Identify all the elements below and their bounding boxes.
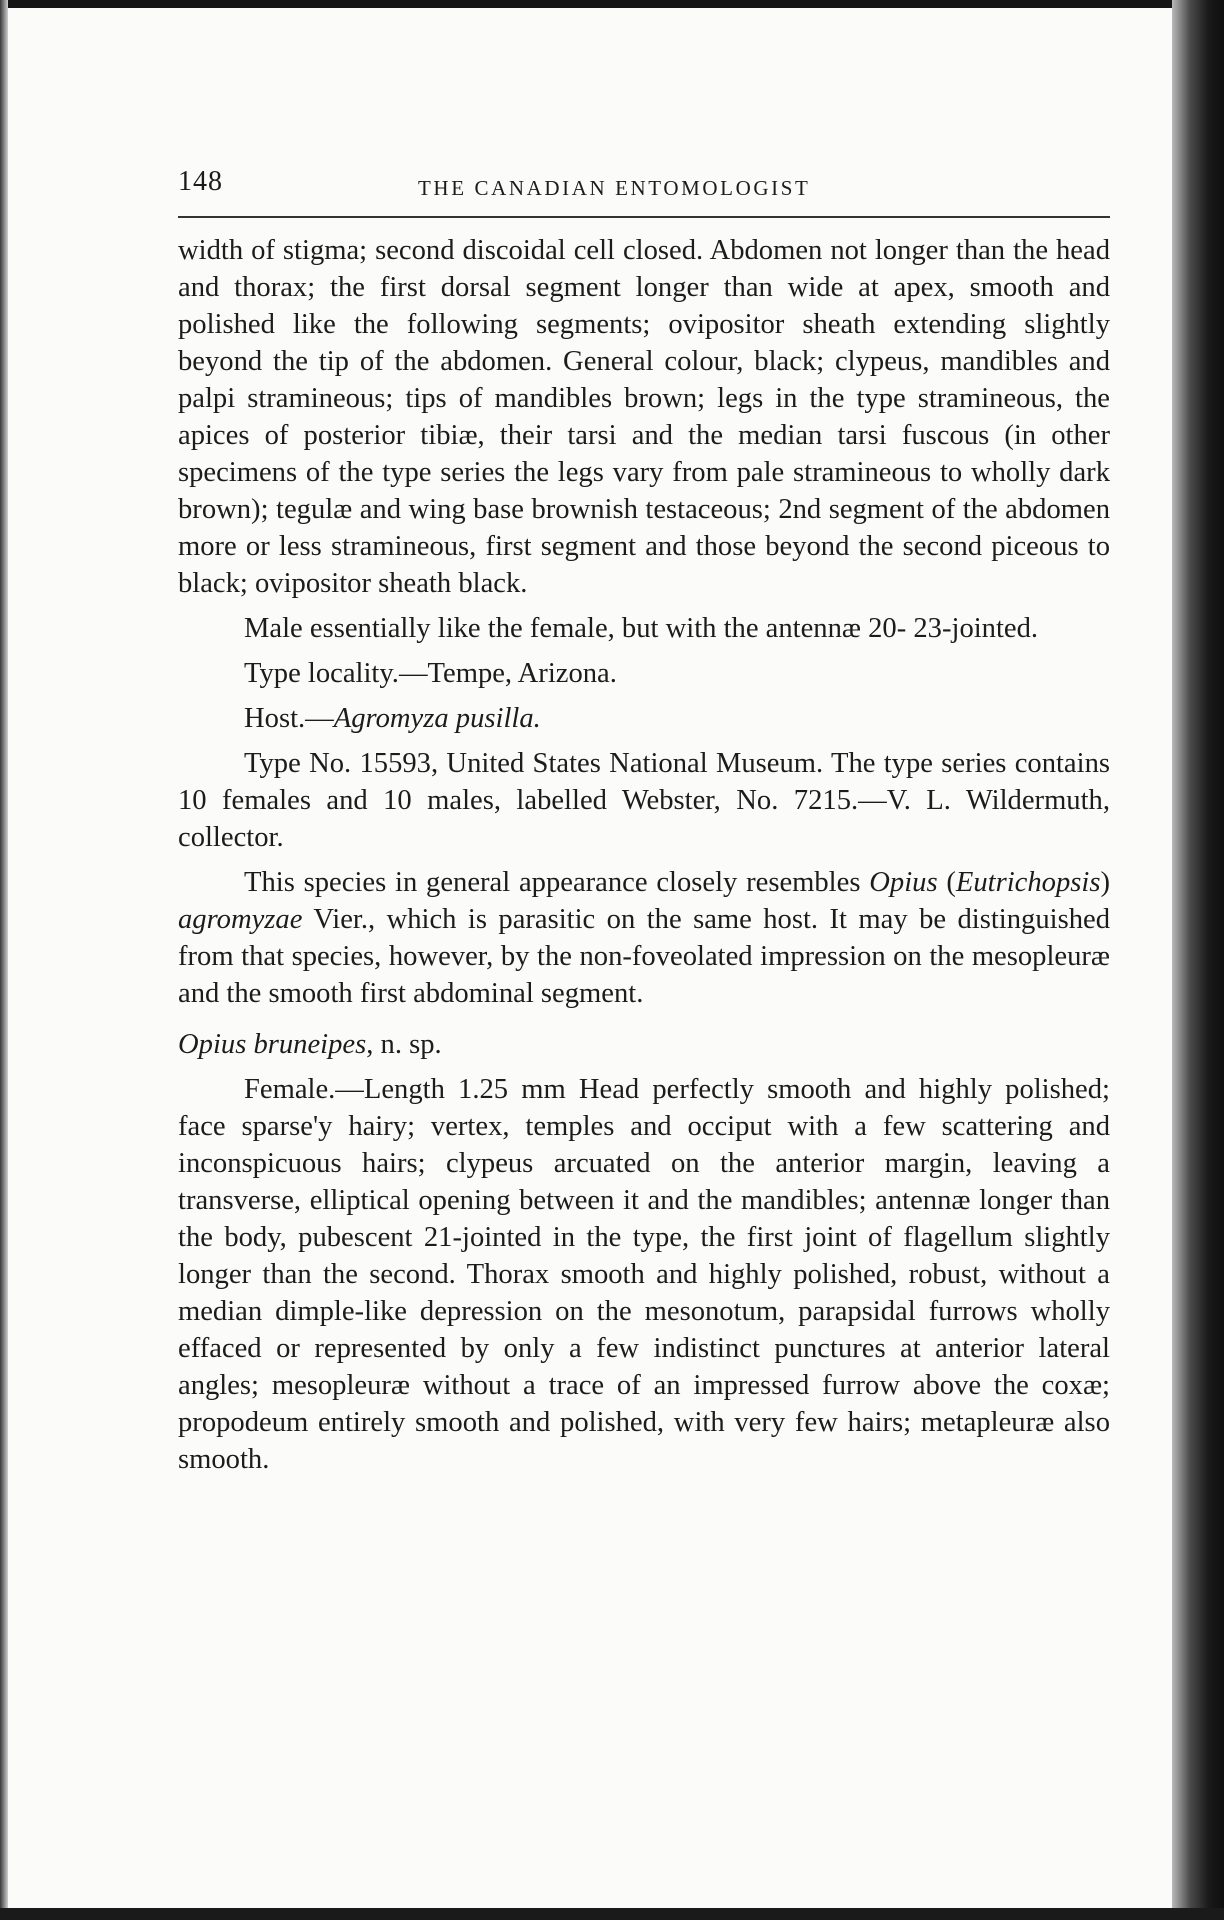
paragraph-description-continued: width of stigma; second discoidal cell closed. Abdomen not longer than the head and thorax; the first dorsal segment longer than wide at apex, smooth and polished like the following segments; ovipositor sheath extending slightly beyond the tip of the abdomen. General colour, black; clypeus, mandibles and palpi stramineous; tips of mandibles brown; legs in the type stramineous, the apices of posterior tibiæ, their tarsi and the median tarsi fuscous (in other specimens of the type series the legs vary from pale stramineous to wholly dark brown); tegulæ and wing base brownish testaceous; 2nd segment of the abdomen more or less stramineous, first segment and those beyond the second piceous to black; ovipositor sheath black.: [178, 235, 1110, 599]
scan-right-edge: [1172, 0, 1224, 1920]
scan-left-edge: [0, 0, 8, 1920]
subgenus-eutrichopsis: Eutrichopsis: [955, 867, 1101, 898]
paragraph-female-description: Female.—Length 1.25 mm Head perfectly smooth and highly polished; face sparse'y hairy; vertex, temples and occiput with a few scattering and inconspicuous hairs; clypeus arcuated on the anterior margin, leaving a transverse, elliptical opening between it and the mandibles; antennæ longer than the body, pubescent 21-jointed in the type, the first joint of flagellum slightly longer than the second. Thorax smooth and highly polished, robust, without a median dimple-like depression on the mesonotum, parapsidal furrows wholly effaced or represented by only a few indistinct punctures at anterior lateral angles; mesopleuræ without a trace of an impressed furrow above the coxæ; propodeum entirely smooth and polished, with very few hairs; metapleuræ also smooth.: [178, 1074, 1110, 1475]
comparison-text-c: ): [1100, 867, 1110, 898]
scan-top-border: [0, 0, 1224, 8]
comparison-text-a: This species in general appearance closely resembles: [244, 867, 870, 898]
running-title: THE CANADIAN ENTOMOLOGIST: [418, 176, 811, 200]
species-agromyzae: agromyzae: [178, 904, 303, 935]
page-body: [178, 232, 1110, 1478]
host-label: Host.—: [244, 703, 334, 734]
host-name: Agromyza pusilla.: [333, 703, 541, 734]
page-header: [178, 160, 1110, 218]
paragraph-type-locality: Type locality.—Tempe, Arizona.: [244, 658, 617, 689]
genus-opius: Opius: [869, 867, 938, 898]
scan-bottom-border: [0, 1908, 1224, 1920]
comparison-text-b: (: [937, 867, 956, 898]
paragraph-type-number: Type No. 15593, United States National Museum. The type series contains 10 females and 10 males, labelled Webster, No. 7215.—V. L. Wildermuth, collector.: [178, 748, 1110, 853]
page-number: 148: [178, 166, 223, 197]
comparison-text-d: Vier., which is parasitic on the same host. It may be distinguished from that species, however, by the non-foveolated impression on the mesopleuræ and the smooth first abdominal segment.: [178, 904, 1110, 1009]
species-name: Opius bruneipes: [178, 1029, 367, 1060]
species-heading: [178, 1026, 1110, 1063]
paragraph-male: Male essentially like the female, but with the antennæ 20- 23-jointed.: [244, 613, 1039, 644]
species-suffix: , n. sp.: [366, 1029, 442, 1060]
paragraph-host: [178, 700, 1110, 737]
document-page: [178, 160, 1110, 1478]
paragraph-comparison: [178, 864, 1110, 1012]
